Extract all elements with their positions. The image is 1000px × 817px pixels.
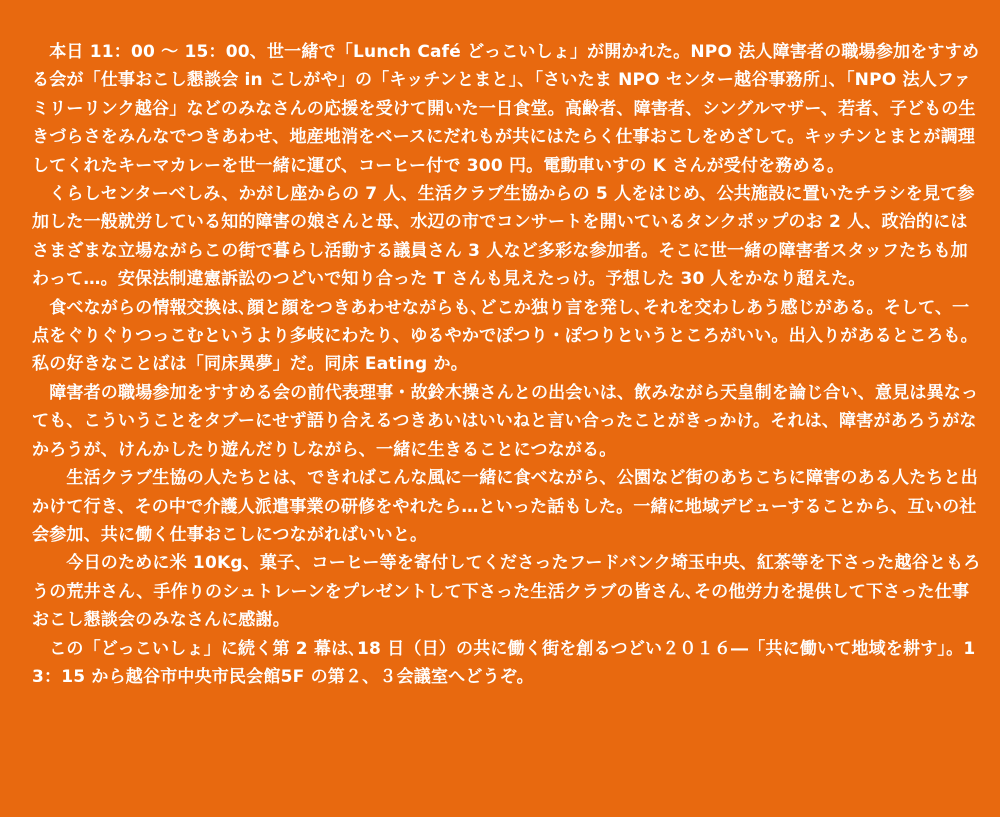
paragraph-participants: くらしセンターべしみ、かがし座からの 7 人、生活クラブ生協からの 5 人をはじめ、公共施設に置いたチラシを見て参加した一般就労している知的障害の娘さんと母、水辺の市でコンサートを開いているタンクポップのお 2 人、政治的にはさまざまな立場ながらこの街で暮らし活動する議員さん 3 人など多彩な参加者。そこに世一緒の障害者スタッフたちも加わって…。安保法制違憲訴訟のつどいで知り合った T さんも見えたっけ。予想した 30 人をかなり超えた。	[32, 184, 975, 290]
paragraph-suzuki-misao: 障害者の職場参加をすすめる会の前代表理事・故鈴木操さんとの出会いは、飲みながら天皇制を論じ合い、意見は異なっても、こういうことをタブーにせず語り合えるつきあいはいいねと言い合ったことがきっかけ。それは、障害があろうがなかろうが、けんかしたり遊んだりしながら、一緒に生きることにつながる。	[32, 382, 979, 460]
paragraph-next-event: この「どっこいしょ」に続く第 2 幕は､18 日（日）の共に働く街を創るつどい２０１６―「共に働いて地域を耕す」。13：15 から越谷市中央市民会館5F の第２、３会議室へどうぞ。	[32, 638, 976, 687]
paragraph-information-exchange: 食べながらの情報交換は､顔と顔をつきあわせながらも､どこか独り言を発し､それを交わしあう感じがある。そして、一点をぐりぐりつっこむというより多岐にわたり、ゆるやかでぽつり・ぽつりというところがいい。出入りがあるところも。私の好きなことばは「同床異夢」だ。同床 Eating か。	[32, 297, 978, 375]
article-body	[32, 38, 982, 691]
paragraph-thanks: 今日のために米 10Kg、菓子、コーヒー等を寄付してくださったフードバンク埼玉中央、紅茶等を下さった越谷ともろうの荒井さん、手作りのシュトレーンをプレゼントして下さった生活クラブの皆さん､その他労力を提供して下さった仕事おこし懇談会のみなさんに感謝。	[32, 553, 981, 631]
paragraph-lunch-cafe-event: 本日 11：00 ～ 15：00、世一緒で「Lunch Café どっこいしょ」が開かれた。NPO 法人障害者の職場参加をすすめる会が「仕事おこし懇談会 in こしがや」の「キッチンとまと」、「さいたま NPO センター越谷事務所」、「NPO 法人ファミリーリンク越谷」などのみなさんの応援を受けて開いた一日食堂。高齢者、障害者、シングルマザー、若者、子どもの生きづらさをみんなでつきあわせ、地産地消をベースにだれもが共にはたらく仕事おこしをめざして。キッチンとまとが調理してくれたキーマカレーを世一緒に運び、コーヒー付で 300 円。電動車いすの K さんが受付を務める。	[32, 42, 980, 176]
paragraph-seikatsu-club: 生活クラブ生協の人たちとは、できればこんな風に一緒に食べながら、公園など街のあちこちに障害のある人たちと出かけて行き、その中で介護人派遣事業の研修をやれたら…といった話もした。一緒に地域デビューすることから、互いの社会参加、共に働く仕事おこしにつながればいいと。	[32, 468, 978, 545]
